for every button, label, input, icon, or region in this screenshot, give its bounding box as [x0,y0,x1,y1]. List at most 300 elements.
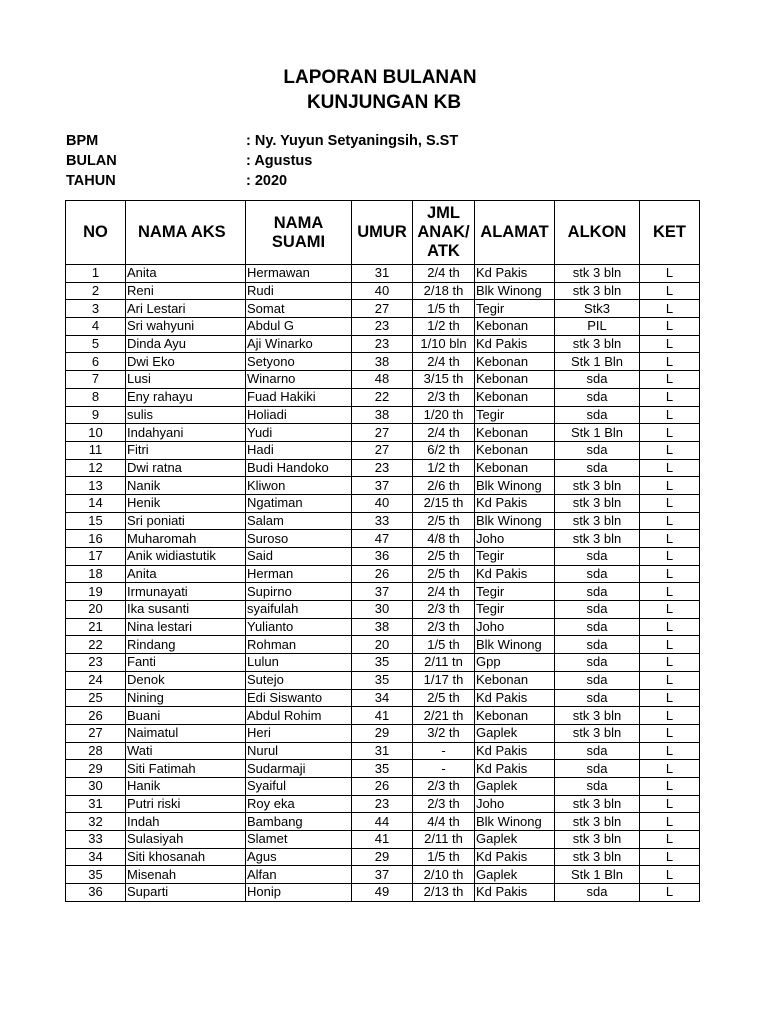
cell-umur: 38 [352,618,413,636]
cell-ket: L [640,300,700,318]
cell-nama-aks: Misenah [126,866,246,884]
cell-alamat: Tegir [475,300,555,318]
cell-alkon: stk 3 bln [555,335,640,353]
cell-alamat: Tegir [475,583,555,601]
cell-no: 12 [66,459,126,477]
cell-alkon: sda [555,601,640,619]
cell-alkon: sda [555,406,640,424]
cell-ket: L [640,512,700,530]
cell-umur: 44 [352,813,413,831]
cell-nama-suami: Holiadi [246,406,352,424]
cell-nama-aks: Naimatul [126,724,246,742]
header-ket: KET [640,201,700,265]
cell-alamat: Kd Pakis [475,265,555,283]
cell-jml-anak: 6/2 th [413,441,475,459]
cell-ket: L [640,689,700,707]
cell-nama-suami: Nurul [246,742,352,760]
cell-nama-suami: Abdul Rohim [246,707,352,725]
cell-umur: 48 [352,371,413,389]
table-row [66,548,700,566]
cell-umur: 23 [352,318,413,336]
cell-nama-suami: Alfan [246,866,352,884]
cell-ket: L [640,636,700,654]
cell-no: 29 [66,760,126,778]
cell-alkon: Stk3 [555,300,640,318]
cell-umur: 20 [352,636,413,654]
cell-alkon: stk 3 bln [555,795,640,813]
cell-ket: L [640,866,700,884]
cell-alkon: stk 3 bln [555,265,640,283]
cell-no: 34 [66,848,126,866]
cell-no: 18 [66,565,126,583]
table-row [66,441,700,459]
cell-alkon: sda [555,777,640,795]
cell-ket: L [640,707,700,725]
cell-alkon: sda [555,760,640,778]
cell-nama-suami: Suroso [246,530,352,548]
table-row [66,565,700,583]
cell-alamat: Blk Winong [475,813,555,831]
table-row [66,707,700,725]
cell-jml-anak: 1/20 th [413,406,475,424]
report-title: LAPORAN BULANAN [283,67,477,88]
cell-jml-anak: 2/5 th [413,689,475,707]
cell-umur: 41 [352,707,413,725]
cell-no: 15 [66,512,126,530]
cell-no: 8 [66,388,126,406]
cell-jml-anak: 2/13 th [413,884,475,902]
cell-alamat: Kebonan [475,671,555,689]
cell-nama-aks: Anita [126,265,246,283]
cell-no: 33 [66,831,126,849]
cell-nama-aks: Irmunayati [126,583,246,601]
cell-nama-aks: Siti Fatimah [126,760,246,778]
cell-jml-anak: 2/4 th [413,424,475,442]
cell-jml-anak: 1/2 th [413,459,475,477]
cell-alamat: Kebonan [475,371,555,389]
table-row [66,406,700,424]
cell-alkon: sda [555,742,640,760]
cell-alkon: sda [555,565,640,583]
cell-jml-anak: 2/5 th [413,548,475,566]
cell-no: 14 [66,494,126,512]
table-row [66,424,700,442]
cell-nama-aks: Nina lestari [126,618,246,636]
table-row [66,724,700,742]
cell-no: 2 [66,282,126,300]
header-nama-suami-line2: SUAMI [271,232,326,251]
header-jml-line2: ANAK/ [417,223,470,241]
cell-no: 1 [66,265,126,283]
cell-alamat: Gaplek [475,866,555,884]
header-nama-aks: NAMA AKS [126,201,246,265]
cell-umur: 29 [352,848,413,866]
cell-nama-suami: Lulun [246,654,352,672]
table-row [66,742,700,760]
cell-nama-suami: Sudarmaji [246,760,352,778]
cell-alamat: Blk Winong [475,282,555,300]
cell-jml-anak: 2/3 th [413,601,475,619]
cell-alkon: stk 3 bln [555,848,640,866]
cell-ket: L [640,548,700,566]
cell-alkon: sda [555,583,640,601]
cell-umur: 37 [352,583,413,601]
cell-nama-aks: Fanti [126,654,246,672]
header-alkon: ALKON [555,201,640,265]
cell-no: 3 [66,300,126,318]
cell-alamat: Gaplek [475,724,555,742]
cell-nama-aks: Sri wahyuni [126,318,246,336]
cell-umur: 27 [352,441,413,459]
table-row [66,459,700,477]
cell-ket: L [640,742,700,760]
cell-ket: L [640,388,700,406]
table-row [66,654,700,672]
cell-alamat: Tegir [475,548,555,566]
cell-umur: 29 [352,724,413,742]
table-row [66,884,700,902]
cell-nama-aks: Muharomah [126,530,246,548]
cell-nama-aks: Dwi ratna [126,459,246,477]
cell-nama-suami: Kliwon [246,477,352,495]
cell-alkon: sda [555,618,640,636]
cell-nama-suami: Slamet [246,831,352,849]
cell-no: 7 [66,371,126,389]
cell-alkon: sda [555,459,640,477]
cell-alkon: Stk 1 Bln [555,866,640,884]
header-jml-line1: JML [427,204,460,222]
cell-no: 13 [66,477,126,495]
cell-umur: 31 [352,265,413,283]
cell-alkon: sda [555,636,640,654]
cell-alamat: Kd Pakis [475,742,555,760]
cell-alkon: sda [555,548,640,566]
cell-nama-suami: Heri [246,724,352,742]
cell-alkon: stk 3 bln [555,724,640,742]
cell-nama-suami: Honip [246,884,352,902]
cell-no: 36 [66,884,126,902]
cell-alamat: Tegir [475,406,555,424]
cell-alamat: Gpp [475,654,555,672]
cell-no: 30 [66,777,126,795]
table-row [66,265,700,283]
cell-umur: 26 [352,777,413,795]
table-row [66,795,700,813]
cell-umur: 40 [352,494,413,512]
cell-nama-suami: Herman [246,565,352,583]
cell-nama-aks: Rindang [126,636,246,654]
visit-table [65,200,700,902]
cell-umur: 27 [352,300,413,318]
cell-no: 25 [66,689,126,707]
cell-nama-suami: Salam [246,512,352,530]
cell-alamat: Tegir [475,601,555,619]
cell-alamat: Kd Pakis [475,689,555,707]
cell-jml-anak: 2/3 th [413,618,475,636]
cell-ket: L [640,282,700,300]
cell-no: 9 [66,406,126,424]
cell-umur: 22 [352,388,413,406]
cell-no: 17 [66,548,126,566]
cell-jml-anak: 4/8 th [413,530,475,548]
cell-alamat: Kd Pakis [475,565,555,583]
cell-no: 31 [66,795,126,813]
cell-jml-anak: 2/18 th [413,282,475,300]
cell-jml-anak: 1/17 th [413,671,475,689]
table-row [66,866,700,884]
table-header-row [66,201,700,265]
cell-no: 26 [66,707,126,725]
cell-ket: L [640,848,700,866]
cell-nama-suami: Winarno [246,371,352,389]
cell-no: 10 [66,424,126,442]
cell-ket: L [640,618,700,636]
table-row [66,282,700,300]
cell-jml-anak: 2/11 th [413,831,475,849]
cell-alamat: Kebonan [475,707,555,725]
cell-umur: 23 [352,459,413,477]
cell-jml-anak: 1/5 th [413,300,475,318]
cell-no: 27 [66,724,126,742]
cell-alkon: Stk 1 Bln [555,424,640,442]
cell-nama-suami: Syaiful [246,777,352,795]
cell-nama-aks: Putri riski [126,795,246,813]
cell-nama-aks: Indah [126,813,246,831]
cell-alamat: Kebonan [475,318,555,336]
cell-jml-anak: 2/21 th [413,707,475,725]
cell-umur: 27 [352,424,413,442]
cell-nama-suami: Supirno [246,583,352,601]
header-umur: UMUR [352,201,413,265]
cell-nama-suami: Setyono [246,353,352,371]
cell-alamat: Kd Pakis [475,760,555,778]
cell-ket: L [640,777,700,795]
cell-nama-aks: Dinda Ayu [126,335,246,353]
cell-nama-aks: Buani [126,707,246,725]
cell-ket: L [640,813,700,831]
cell-nama-aks: Ari Lestari [126,300,246,318]
cell-nama-aks: Reni [126,282,246,300]
table-row [66,335,700,353]
meta-value: : 2020 [246,173,288,189]
cell-ket: L [640,424,700,442]
cell-nama-suami: Bambang [246,813,352,831]
table-row [66,583,700,601]
cell-no: 24 [66,671,126,689]
cell-jml-anak: 2/15 th [413,494,475,512]
header-alamat: ALAMAT [475,201,555,265]
cell-alamat: Kebonan [475,424,555,442]
header-jml-line3: ATK [427,242,460,260]
cell-no: 5 [66,335,126,353]
cell-no: 32 [66,813,126,831]
cell-alamat: Joho [475,795,555,813]
table-body [66,265,700,902]
cell-alkon: sda [555,689,640,707]
cell-alkon: sda [555,654,640,672]
cell-ket: L [640,601,700,619]
cell-jml-anak: 2/4 th [413,265,475,283]
cell-jml-anak: - [413,742,475,760]
cell-jml-anak: 2/10 th [413,866,475,884]
cell-umur: 41 [352,831,413,849]
cell-nama-suami: Yudi [246,424,352,442]
cell-no: 20 [66,601,126,619]
cell-nama-aks: Anita [126,565,246,583]
cell-ket: L [640,671,700,689]
cell-nama-aks: Denok [126,671,246,689]
meta-value: : Ny. Yuyun Setyaningsih, S.ST [246,133,459,149]
cell-nama-aks: sulis [126,406,246,424]
table-row [66,512,700,530]
table-row [66,848,700,866]
cell-ket: L [640,335,700,353]
cell-umur: 31 [352,742,413,760]
cell-nama-aks: Henik [126,494,246,512]
cell-jml-anak: 2/4 th [413,583,475,601]
cell-alkon: stk 3 bln [555,282,640,300]
meta-value: : Agustus [246,153,313,169]
cell-alamat: Blk Winong [475,477,555,495]
cell-umur: 35 [352,671,413,689]
cell-alkon: stk 3 bln [555,494,640,512]
cell-jml-anak: 1/5 th [413,848,475,866]
cell-nama-suami: Somat [246,300,352,318]
cell-alkon: sda [555,884,640,902]
table-row [66,636,700,654]
cell-nama-aks: Siti khosanah [126,848,246,866]
table-row [66,388,700,406]
cell-umur: 37 [352,477,413,495]
cell-nama-suami: Hermawan [246,265,352,283]
cell-ket: L [640,318,700,336]
table-row [66,601,700,619]
table-row [66,300,700,318]
cell-alamat: Blk Winong [475,636,555,654]
cell-ket: L [640,760,700,778]
cell-ket: L [640,265,700,283]
cell-alamat: Kebonan [475,388,555,406]
cell-alamat: Gaplek [475,831,555,849]
table-row [66,318,700,336]
cell-nama-suami: Said [246,548,352,566]
cell-alkon: PIL [555,318,640,336]
cell-ket: L [640,406,700,424]
cell-no: 23 [66,654,126,672]
cell-alamat: Kd Pakis [475,335,555,353]
cell-ket: L [640,884,700,902]
cell-jml-anak: 2/5 th [413,512,475,530]
cell-ket: L [640,795,700,813]
cell-nama-suami: syaifulah [246,601,352,619]
header-jml-anak [413,201,475,265]
cell-nama-aks: Indahyani [126,424,246,442]
cell-nama-suami: Aji Winarko [246,335,352,353]
cell-alamat: Joho [475,530,555,548]
cell-umur: 37 [352,866,413,884]
cell-alkon: sda [555,371,640,389]
report-subtitle: KUNJUNGAN KB [306,92,462,113]
cell-ket: L [640,371,700,389]
table-row [66,831,700,849]
cell-nama-suami: Rohman [246,636,352,654]
cell-jml-anak: 4/4 th [413,813,475,831]
cell-jml-anak: 1/2 th [413,318,475,336]
cell-alamat: Kd Pakis [475,884,555,902]
cell-no: 19 [66,583,126,601]
cell-nama-aks: Hanik [126,777,246,795]
cell-umur: 36 [352,548,413,566]
cell-umur: 23 [352,795,413,813]
cell-umur: 33 [352,512,413,530]
cell-alamat: Kebonan [475,441,555,459]
cell-no: 11 [66,441,126,459]
cell-nama-aks: Sulasiyah [126,831,246,849]
cell-alamat: Kebonan [475,353,555,371]
cell-jml-anak: 2/4 th [413,353,475,371]
cell-umur: 38 [352,406,413,424]
cell-ket: L [640,353,700,371]
cell-alkon: stk 3 bln [555,831,640,849]
meta-label: TAHUN [66,173,116,189]
cell-jml-anak: 3/2 th [413,724,475,742]
cell-alkon: sda [555,671,640,689]
cell-no: 4 [66,318,126,336]
table-row [66,689,700,707]
table-row [66,530,700,548]
table-row [66,671,700,689]
table-row [66,494,700,512]
cell-nama-suami: Budi Handoko [246,459,352,477]
cell-umur: 35 [352,760,413,778]
cell-no: 35 [66,866,126,884]
cell-nama-aks: Dwi Eko [126,353,246,371]
cell-nama-suami: Fuad Hakiki [246,388,352,406]
cell-umur: 23 [352,335,413,353]
cell-nama-aks: Nanik [126,477,246,495]
cell-ket: L [640,565,700,583]
cell-jml-anak: 2/3 th [413,795,475,813]
header-nama-suami [246,201,352,265]
cell-alamat: Blk Winong [475,512,555,530]
cell-jml-anak: 2/11 tn [413,654,475,672]
cell-no: 28 [66,742,126,760]
cell-umur: 35 [352,654,413,672]
cell-ket: L [640,441,700,459]
cell-nama-aks: Sri poniati [126,512,246,530]
cell-nama-aks: Nining [126,689,246,707]
cell-nama-suami: Agus [246,848,352,866]
cell-ket: L [640,530,700,548]
cell-ket: L [640,459,700,477]
cell-alamat: Kd Pakis [475,848,555,866]
cell-jml-anak: 1/10 bln [413,335,475,353]
cell-alamat: Gaplek [475,777,555,795]
cell-nama-aks: Lusi [126,371,246,389]
cell-nama-suami: Sutejo [246,671,352,689]
cell-umur: 40 [352,282,413,300]
meta-label: BPM [66,133,99,149]
cell-nama-suami: Rudi [246,282,352,300]
header-nama-suami-line1: NAMA [273,213,324,232]
cell-alamat: Kebonan [475,459,555,477]
cell-jml-anak: 2/3 th [413,777,475,795]
cell-ket: L [640,654,700,672]
cell-umur: 30 [352,601,413,619]
cell-ket: L [640,494,700,512]
cell-nama-aks: Fitri [126,441,246,459]
cell-ket: L [640,831,700,849]
